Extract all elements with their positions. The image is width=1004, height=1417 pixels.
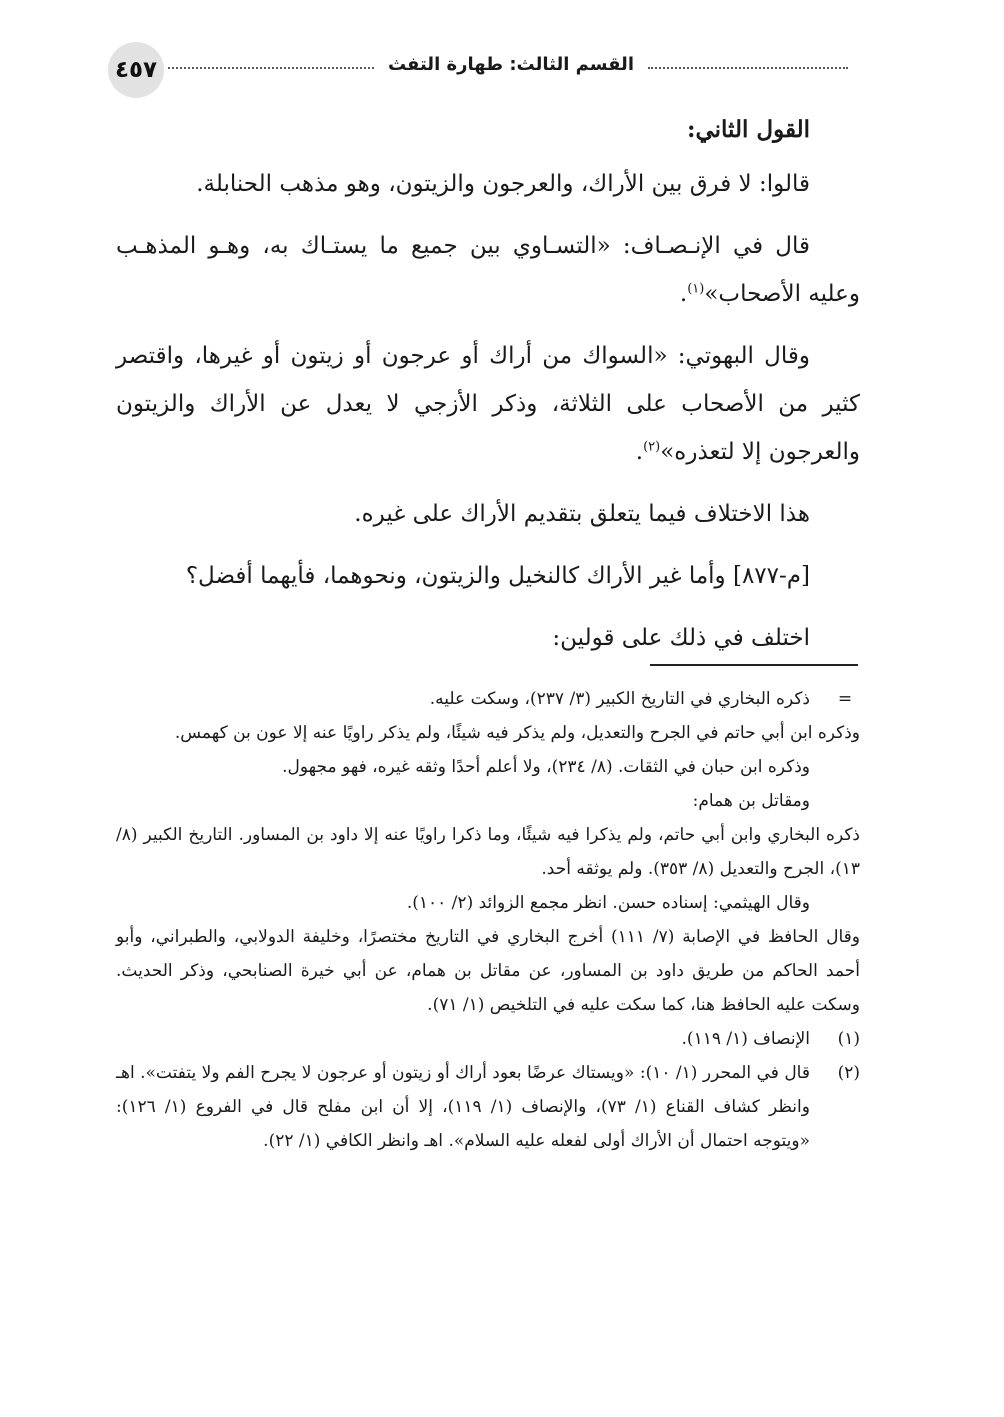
section-title-bar [168,54,848,75]
paragraph-2-text: قال في الإنـصـاف: «التسـاوي بين جميع ما يستـاك به، وهـو المذهـب وعليه الأصحاب» [116,233,860,307]
paragraph-5: [م-٨٧٧] وأما غير الأراك كالنخيل والزيتون، ونحوهما، فأيهما أفضل؟ [185,563,810,589]
continuation-mark: = [837,689,853,709]
paragraph-6: اختلف في ذلك على قولين: [552,625,810,651]
footnote-continued-text: ذكره البخاري في التاريخ الكبير (٣/ ٢٣٧)، وسكت عليه. [429,689,810,709]
main-text [116,106,860,662]
running-header [108,42,848,98]
footnote-continued-line: ومقاتل بن همام: [692,791,810,811]
section-title: القسم الثالث: طهارة التفث [387,54,634,75]
footnote-2 [116,1056,860,1158]
footnote-continued-line: وذكره ابن حبان في الثقات. (٨/ ٢٣٤)، ولا أعلم أحدًا وثقه غيره، فهو مجهول. [282,757,810,777]
page-number: ٤٥٧ [114,57,158,83]
footnote-separator [650,664,858,666]
footnote-1 [116,1022,860,1056]
paragraph-2: قال في الإنـصـاف: «التسـاوي بين جميع ما يستـاك به، وهـو المذهـب وعليه الأصحاب»$^{(١)}$. [116,233,860,307]
paragraph-3: وقال البهوتي: «السواك من أراك أو عرجون أو زيتون أو غيرها، واقتصر كثير من الأصحاب على الثلاثة، وذكر الأزجي لا يعدل عن الأراك والزيتون والعرجون إلا لتعذره»$^{(٢)}$. [116,343,860,465]
footnote-continued-line: وقال الهيثمي: إسناده حسن. انظر مجمع الزوائد (٢/ ١٠٠). [406,893,810,913]
leader-dots-left [168,67,374,69]
footnotes [116,682,860,1158]
leader-dots-right [648,67,848,69]
footnote-2-number: (٢) [837,1063,860,1083]
paragraph-4: هذا الاختلاف فيما يتعلق بتقديم الأراك على غيره. [354,501,810,527]
footnote-continued-line [116,682,860,716]
footnote-1-number: (١) [837,1029,860,1049]
footnote-continued-line: ذكره البخاري وابن أبي حاتم، ولم يذكرا فيه شيئًا، وما ذكرا راويًا عنه إلا داود بن المساور. التاريخ الكبير (٨/ ١٣)، الجرح والتعديل (٨/ ٣٥٣). ولم يوثقه أحد. [116,825,860,879]
section-heading: القول الثاني: [686,116,810,143]
footnote-ref-1[interactable]: (١) [687,281,705,297]
footnote-1-text: الإنصاف (١/ ١١٩). [681,1029,810,1049]
footnote-2-text: قال في المحرر (١/ ١٠): «ويستاك عرضًا بعود أراك أو زيتون أو عرجون لا يجرح الفم ولا يتفتت». اهـ وانظر كشاف القناع (١/ ٧٣)، والإنصاف (١/ ١١٩)، إلا أن ابن مفلح قال في الفروع (١/ ١٢٦): «ويتوجه احتمال أن الأراك أولى لفعله عليه السلام». اهـ وانظر الكافي (١/ ٢٢). [116,1063,810,1151]
page-number-badge [108,42,164,98]
paragraph-1: قالوا: لا فرق بين الأراك، والعرجون والزيتون، وهو مذهب الحنابلة. [196,171,810,197]
footnote-continued-line: وقال الحافظ في الإصابة (٧/ ١١١) أخرج البخاري في التاريخ مختصرًا، وخليفة الدولابي، والطبراني، وأبو أحمد الحاكم من طريق داود بن المساور، عن مقاتل بن همام، عن أبي خيرة الصنابحي، وذكر الحديث. وسكت عليه الحافظ هنا، كما سكت عليه في التلخيص (١/ ٧١). [116,927,861,1015]
paragraph-3-text: وقال البهوتي: «السواك من أراك أو عرجون أو زيتون أو غيرها، واقتصر كثير من الأصحاب على الثلاثة، وذكر الأزجي لا يعدل عن الأراك والزيتون والعرجون إلا لتعذره» [116,343,860,465]
footnote-ref-2[interactable]: (٢) [643,439,661,455]
footnote-continued-line: وذكره ابن أبي حاتم في الجرح والتعديل، ولم يذكر فيه شيئًا، ولم يذكر راويًا عنه إلا عون بن كهمس. [174,723,860,743]
